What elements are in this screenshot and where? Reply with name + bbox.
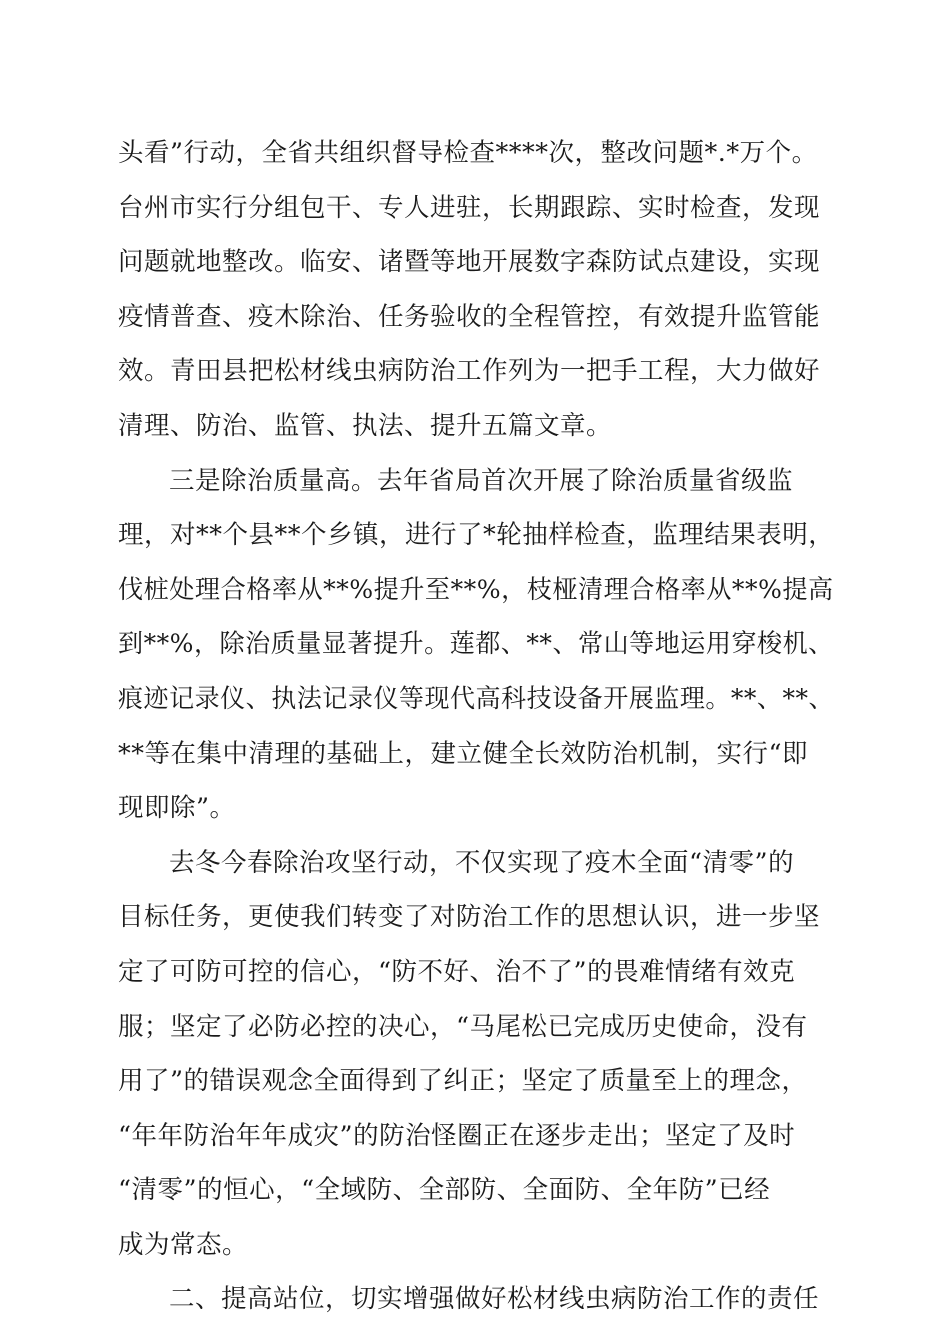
- text-line: 清理、防治、监管、执法、提升五篇文章。: [118, 410, 613, 441]
- paragraph-2: [118, 454, 834, 836]
- text-line: 成为常态。: [118, 1229, 249, 1260]
- text-line: 服；坚定了必防必控的决心，“马尾松已完成历史使命，没有: [118, 1011, 808, 1042]
- text-line: 台州市实行分组包干、专人进驻，长期跟踪、实时检查，发现: [118, 192, 821, 223]
- text-line: 目标任务，更使我们转变了对防治工作的思想认识，进一步坚: [118, 902, 821, 933]
- text-line: 到**%，除治质量显著提升。莲都、**、常山等地运用穿梭机、: [118, 629, 834, 660]
- text-line: 用了”的错误观念全面得到了纠正；坚定了质量至上的理念，: [118, 1066, 808, 1097]
- paragraph-3: [118, 836, 834, 1273]
- text-line: 效。青田县把松材线虫病防治工作列为一把手工程，大力做好: [118, 356, 821, 387]
- text-line: 头看”行动，全省共组织督导检查****次，整改问题*.*万个。: [118, 138, 818, 168]
- text-line: 问题就地整改。临安、诸暨等地开展数字森防试点建设，实现: [118, 247, 821, 278]
- text-line: 痕迹记录仪、执法记录仪等现代高科技设备开展监理。**、**、: [118, 683, 835, 714]
- document-body: [118, 126, 834, 1327]
- text-line: 理，对**个县**个乡镇，进行了*轮抽样检查，监理结果表明，: [118, 520, 835, 551]
- text-line: “清零”的恒心，“全域防、全部防、全面防、全年防”已经: [118, 1175, 771, 1206]
- text-line: 疫情普查、疫木除治、任务验收的全程管控，有效提升监管能: [118, 301, 821, 332]
- text-line: “年年防治年年成灾”的防治怪圈正在逐步走出；坚定了及时: [118, 1120, 796, 1151]
- text-line: **等在集中清理的基础上，建立健全长效防治机制，实行“即: [118, 738, 809, 769]
- text-line: 二、提高站位，切实增强做好松材线虫病防治工作的责任: [169, 1284, 820, 1315]
- text-line: 现即除”。: [118, 793, 236, 824]
- text-line: 伐桩处理合格率从**%提升至**%，枝桠清理合格率从**%提高: [118, 574, 834, 605]
- text-line: 去冬今春除治攻坚行动，不仅实现了疫木全面“清零”的: [169, 847, 795, 878]
- section-heading: [118, 1272, 834, 1327]
- text-line: 定了可防可控的信心，“防不好、治不了”的畏难情绪有效克: [118, 956, 796, 987]
- text-line: 三是除治质量高。去年省局首次开展了除治质量省级监: [169, 465, 794, 496]
- paragraph-1: [118, 126, 834, 454]
